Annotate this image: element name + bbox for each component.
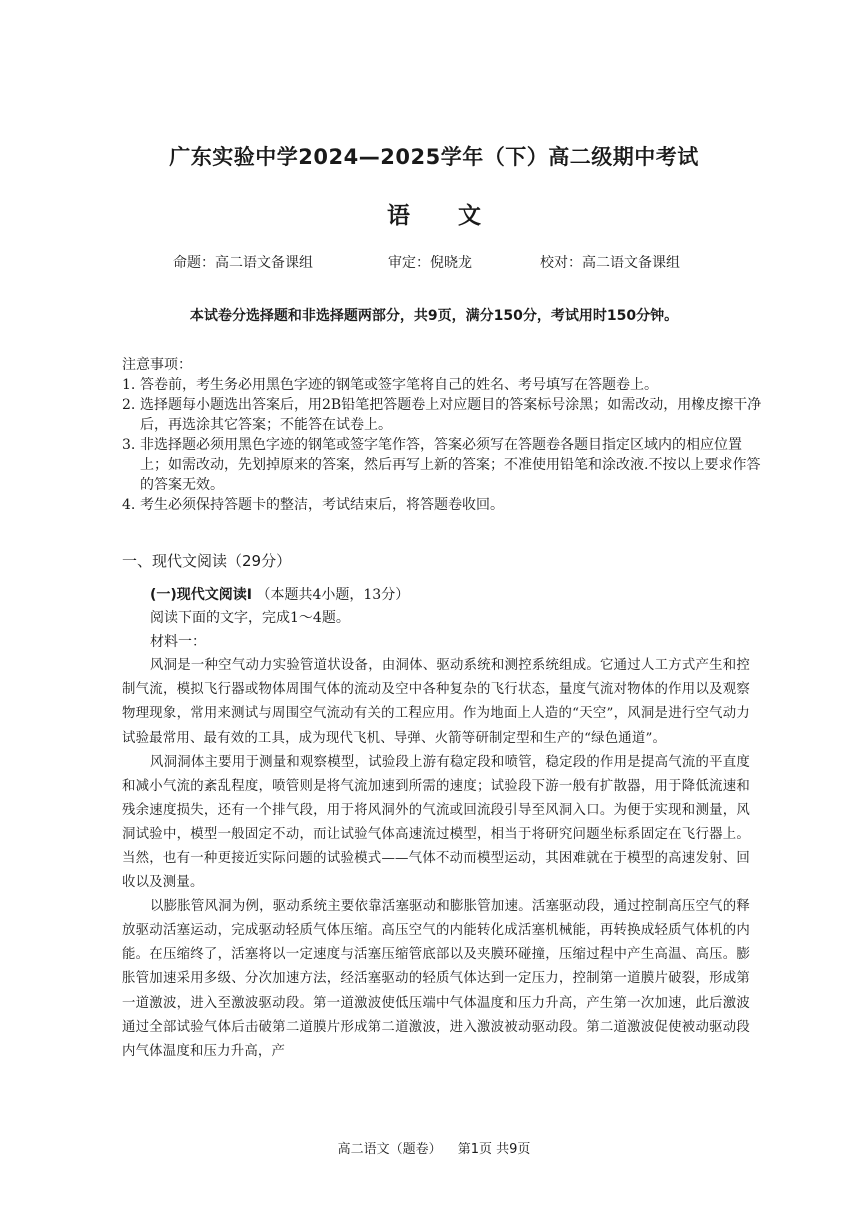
material-label: 材料一：: [150, 633, 206, 650]
footer-page-number: 第1页 共9页: [457, 1142, 531, 1157]
notes-heading: 注意事项：: [122, 357, 192, 373]
paragraph: 风洞洞体主要用于测量和观察模型，试验段上游有稳定段和喷管，稳定段的作用是提高气流的平直度和减小气流的紊乱程度，喷管则是将气流加速到所需的速度；试验段下游一般有扩散器，用于降低流速和残余速度损失，还有一个排气段，用于将风洞外的气流或回流段引导至风洞入口。为便于实现和测量，风洞试验中，模型一般固定不动，而让试验气体高速流过模型，相当于将研究问题坐标系固定在飞行器上。当然，也有一种更接近实际问题的试验模式——气体不动而模型运动，其困难就在于模型的高速发射、回收以及测量。: [122, 754, 750, 891]
instruction: 阅读下面的文字，完成1～4题。: [150, 610, 350, 627]
note-item: [122, 435, 762, 495]
credit-reviewer: 审定：倪晓龙: [388, 255, 472, 271]
credit-proofreader: 校对：高二语文备课组: [540, 255, 680, 271]
page-footer: [0, 1138, 868, 1157]
note-item: [122, 495, 762, 515]
sub-heading-detail: （本题共4小题，13分）: [256, 587, 410, 603]
credits-line: [173, 252, 713, 272]
note-text: 选择题每小题选出答案后，用2B铅笔把答题卷上对应题目的答案标号涂黑；如需改动，用橡皮擦干净后，再选涂其它答案；不能答在试卷上。: [140, 397, 762, 433]
section-heading: 一、现代文阅读（29分）: [122, 552, 292, 570]
paragraph: 以膨胀管风洞为例，驱动系统主要依靠活塞驱动和膨胀管加速。活塞驱动段，通过控制高压空气的释放驱动活塞运动，完成驱动轻质气体压缩。高压空气的内能转化成活塞机械能，再转换成轻质气体机的内能。在压缩终了，活塞将以一定速度与活塞压缩管底部以及夹膜环碰撞，压缩过程中产生高温、高压。膨胀管加速采用多级、分次加速方法，经活塞驱动的轻质气体达到一定压力，控制第一道膜片破裂，形成第一道激波，进入至激波驱动段。第一道激波使低压端中气体温度和压力升高，产生第一次加速，此后激波通过全部试验气体后击破第二道膜片形成第二道激波，进入激波被动驱动段。第二道激波促使被动驱动段内气体温度和压力升高，产: [122, 899, 750, 1059]
sub-heading-title: (一)现代文阅读Ⅰ: [150, 587, 253, 603]
exam-title: 广东实验中学2024—2025学年（下）高二级期中考试: [169, 145, 699, 169]
note-number: 2.: [122, 397, 136, 413]
note-number: 3.: [122, 437, 136, 453]
footer-paper: 高二语文（题卷）: [337, 1142, 442, 1157]
note-item: [122, 395, 762, 435]
subject-title: 语 文: [386, 203, 501, 229]
reading-content: [122, 584, 750, 1064]
notes-block: [122, 355, 762, 515]
note-text: 考生必须保持答题卡的整洁，考试结束后，将答题卷收回。: [140, 497, 504, 513]
note-number: 4.: [122, 497, 136, 513]
note-text: 非选择题必须用黑色字迹的钢笔或签字笔作答，答案必须写在答题卷各题目指定区域内的相应位置上；如需改动，先划掉原来的答案，然后再写上新的答案；不准使用铅笔和涂改液.不按以上要求作答的答案无效。: [140, 437, 761, 493]
sub-heading: [122, 584, 750, 607]
credit-author: 命题：高二语文备课组: [173, 255, 313, 271]
note-number: 1.: [122, 377, 136, 393]
note-item: [122, 375, 762, 395]
note-text: 答卷前，考生务必用黑色字迹的钢笔或签字笔将自己的姓名、考号填写在答题卷上。: [140, 377, 658, 393]
exam-info: 本试卷分选择题和非选择题两部分，共9页，满分150分，考试用时150分钟。: [189, 308, 679, 324]
paragraph: 风洞是一种空气动力实验管道状设备，由洞体、驱动系统和测控系统组成。它通过人工方式产生和控制气流，模拟飞行器或物体周围气体的流动及空中各种复杂的飞行状态，量度气流对物体的作用以及观察物理现象，常用来测试与周围空气流动有关的工程应用。作为地面上人造的“天空”，风洞是进行空气动力试验最常用、最有效的工具，成为现代飞机、导弹、火箭等研制定型和生产的“绿色通道”。: [122, 658, 750, 746]
